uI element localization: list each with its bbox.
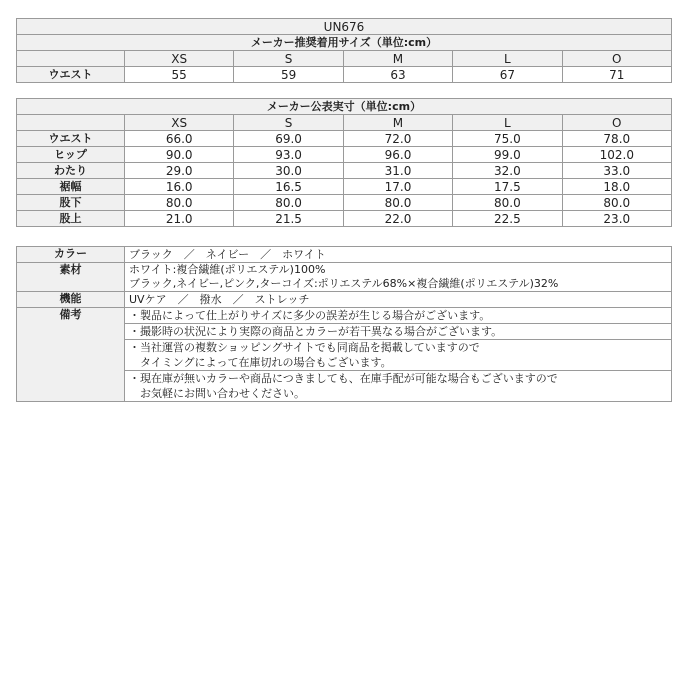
note-item: [125, 371, 672, 402]
size-header: S: [234, 51, 343, 67]
value-cell: 23.0: [562, 211, 671, 227]
value-cell: 16.5: [234, 179, 343, 195]
table-row: [17, 179, 672, 195]
measured-heading: メーカー公表実寸（単位:cm）: [17, 99, 672, 115]
value-cell: 80.0: [343, 195, 452, 211]
corner-cell: [17, 51, 125, 67]
value-cell: 102.0: [562, 147, 671, 163]
value-cell: 16.0: [125, 179, 234, 195]
value-cell: 80.0: [562, 195, 671, 211]
value-cell: 22.5: [453, 211, 562, 227]
row-label: ウエスト: [17, 131, 125, 147]
value-cell: 75.0: [453, 131, 562, 147]
table-row: [17, 147, 672, 163]
material-value: [125, 263, 672, 292]
note-line: お気軽にお問い合わせください。: [129, 387, 305, 400]
value-cell: 67: [453, 67, 562, 83]
value-cell: 71: [562, 67, 671, 83]
value-cell: 32.0: [453, 163, 562, 179]
size-header: S: [234, 115, 343, 131]
notes-label: 備考: [17, 308, 125, 402]
value-cell: 80.0: [125, 195, 234, 211]
value-cell: 78.0: [562, 131, 671, 147]
value-cell: 99.0: [453, 147, 562, 163]
row-label: 股下: [17, 195, 125, 211]
size-header: O: [562, 115, 671, 131]
note-line: ・当社運営の複数ショッピングサイトでも同商品を掲載していますので: [129, 341, 480, 354]
row-label: ウエスト: [17, 67, 125, 83]
size-header: L: [453, 51, 562, 67]
value-cell: 90.0: [125, 147, 234, 163]
value-cell: 30.0: [234, 163, 343, 179]
row-label: 裾幅: [17, 179, 125, 195]
value-cell: 69.0: [234, 131, 343, 147]
function-value: UVケア ／ 撥水 ／ ストレッチ: [125, 292, 672, 308]
size-header: M: [343, 115, 452, 131]
value-cell: 72.0: [343, 131, 452, 147]
color-label: カラー: [17, 247, 125, 263]
value-cell: 55: [125, 67, 234, 83]
value-cell: 96.0: [343, 147, 452, 163]
value-cell: 93.0: [234, 147, 343, 163]
value-cell: 21.0: [125, 211, 234, 227]
size-header: L: [453, 115, 562, 131]
row-label: わたり: [17, 163, 125, 179]
size-header: M: [343, 51, 452, 67]
recommended-size-table: [16, 18, 672, 83]
table-row: [17, 131, 672, 147]
size-header: O: [562, 51, 671, 67]
value-cell: 80.0: [453, 195, 562, 211]
note-line: ・撮影時の状況により実際の商品とカラーが若干異なる場合がございます。: [129, 325, 503, 338]
table-row: [17, 195, 672, 211]
measured-size-table: [16, 98, 672, 227]
note-item: [125, 324, 672, 340]
value-cell: 63: [343, 67, 452, 83]
product-code: UN676: [17, 19, 672, 35]
value-cell: 17.5: [453, 179, 562, 195]
table-row: [17, 163, 672, 179]
row-label: ヒップ: [17, 147, 125, 163]
value-cell: 29.0: [125, 163, 234, 179]
note-line: タイミングによって在庫切れの場合もございます。: [129, 356, 392, 369]
value-cell: 31.0: [343, 163, 452, 179]
value-cell: 18.0: [562, 179, 671, 195]
product-info-table: [16, 246, 672, 402]
value-cell: 80.0: [234, 195, 343, 211]
color-value: ブラック ／ ネイビー ／ ホワイト: [125, 247, 672, 263]
material-line: ホワイト:複合繊維(ポリエステル)100%: [129, 263, 326, 276]
note-line: ・現在庫が無いカラーや商品につきましても、在庫手配が可能な場合もございますので: [129, 372, 558, 385]
row-label: 股上: [17, 211, 125, 227]
note-item: [125, 308, 672, 324]
recommended-heading: メーカー推奨着用サイズ（単位:cm）: [17, 35, 672, 51]
table-row: [17, 211, 672, 227]
note-item: [125, 340, 672, 371]
value-cell: 21.5: [234, 211, 343, 227]
value-cell: 17.0: [343, 179, 452, 195]
note-line: ・製品によって仕上がりサイズに多少の誤差が生じる場合がございます。: [129, 309, 491, 322]
value-cell: 66.0: [125, 131, 234, 147]
value-cell: 22.0: [343, 211, 452, 227]
size-header: XS: [125, 51, 234, 67]
corner-cell: [17, 115, 125, 131]
function-label: 機能: [17, 292, 125, 308]
size-header: XS: [125, 115, 234, 131]
material-label: 素材: [17, 263, 125, 292]
material-line: ブラック,ネイビー,ピンク,ターコイズ:ポリエステル68%×複合繊維(ポリエステル)32%: [129, 277, 559, 290]
value-cell: 59: [234, 67, 343, 83]
value-cell: 33.0: [562, 163, 671, 179]
